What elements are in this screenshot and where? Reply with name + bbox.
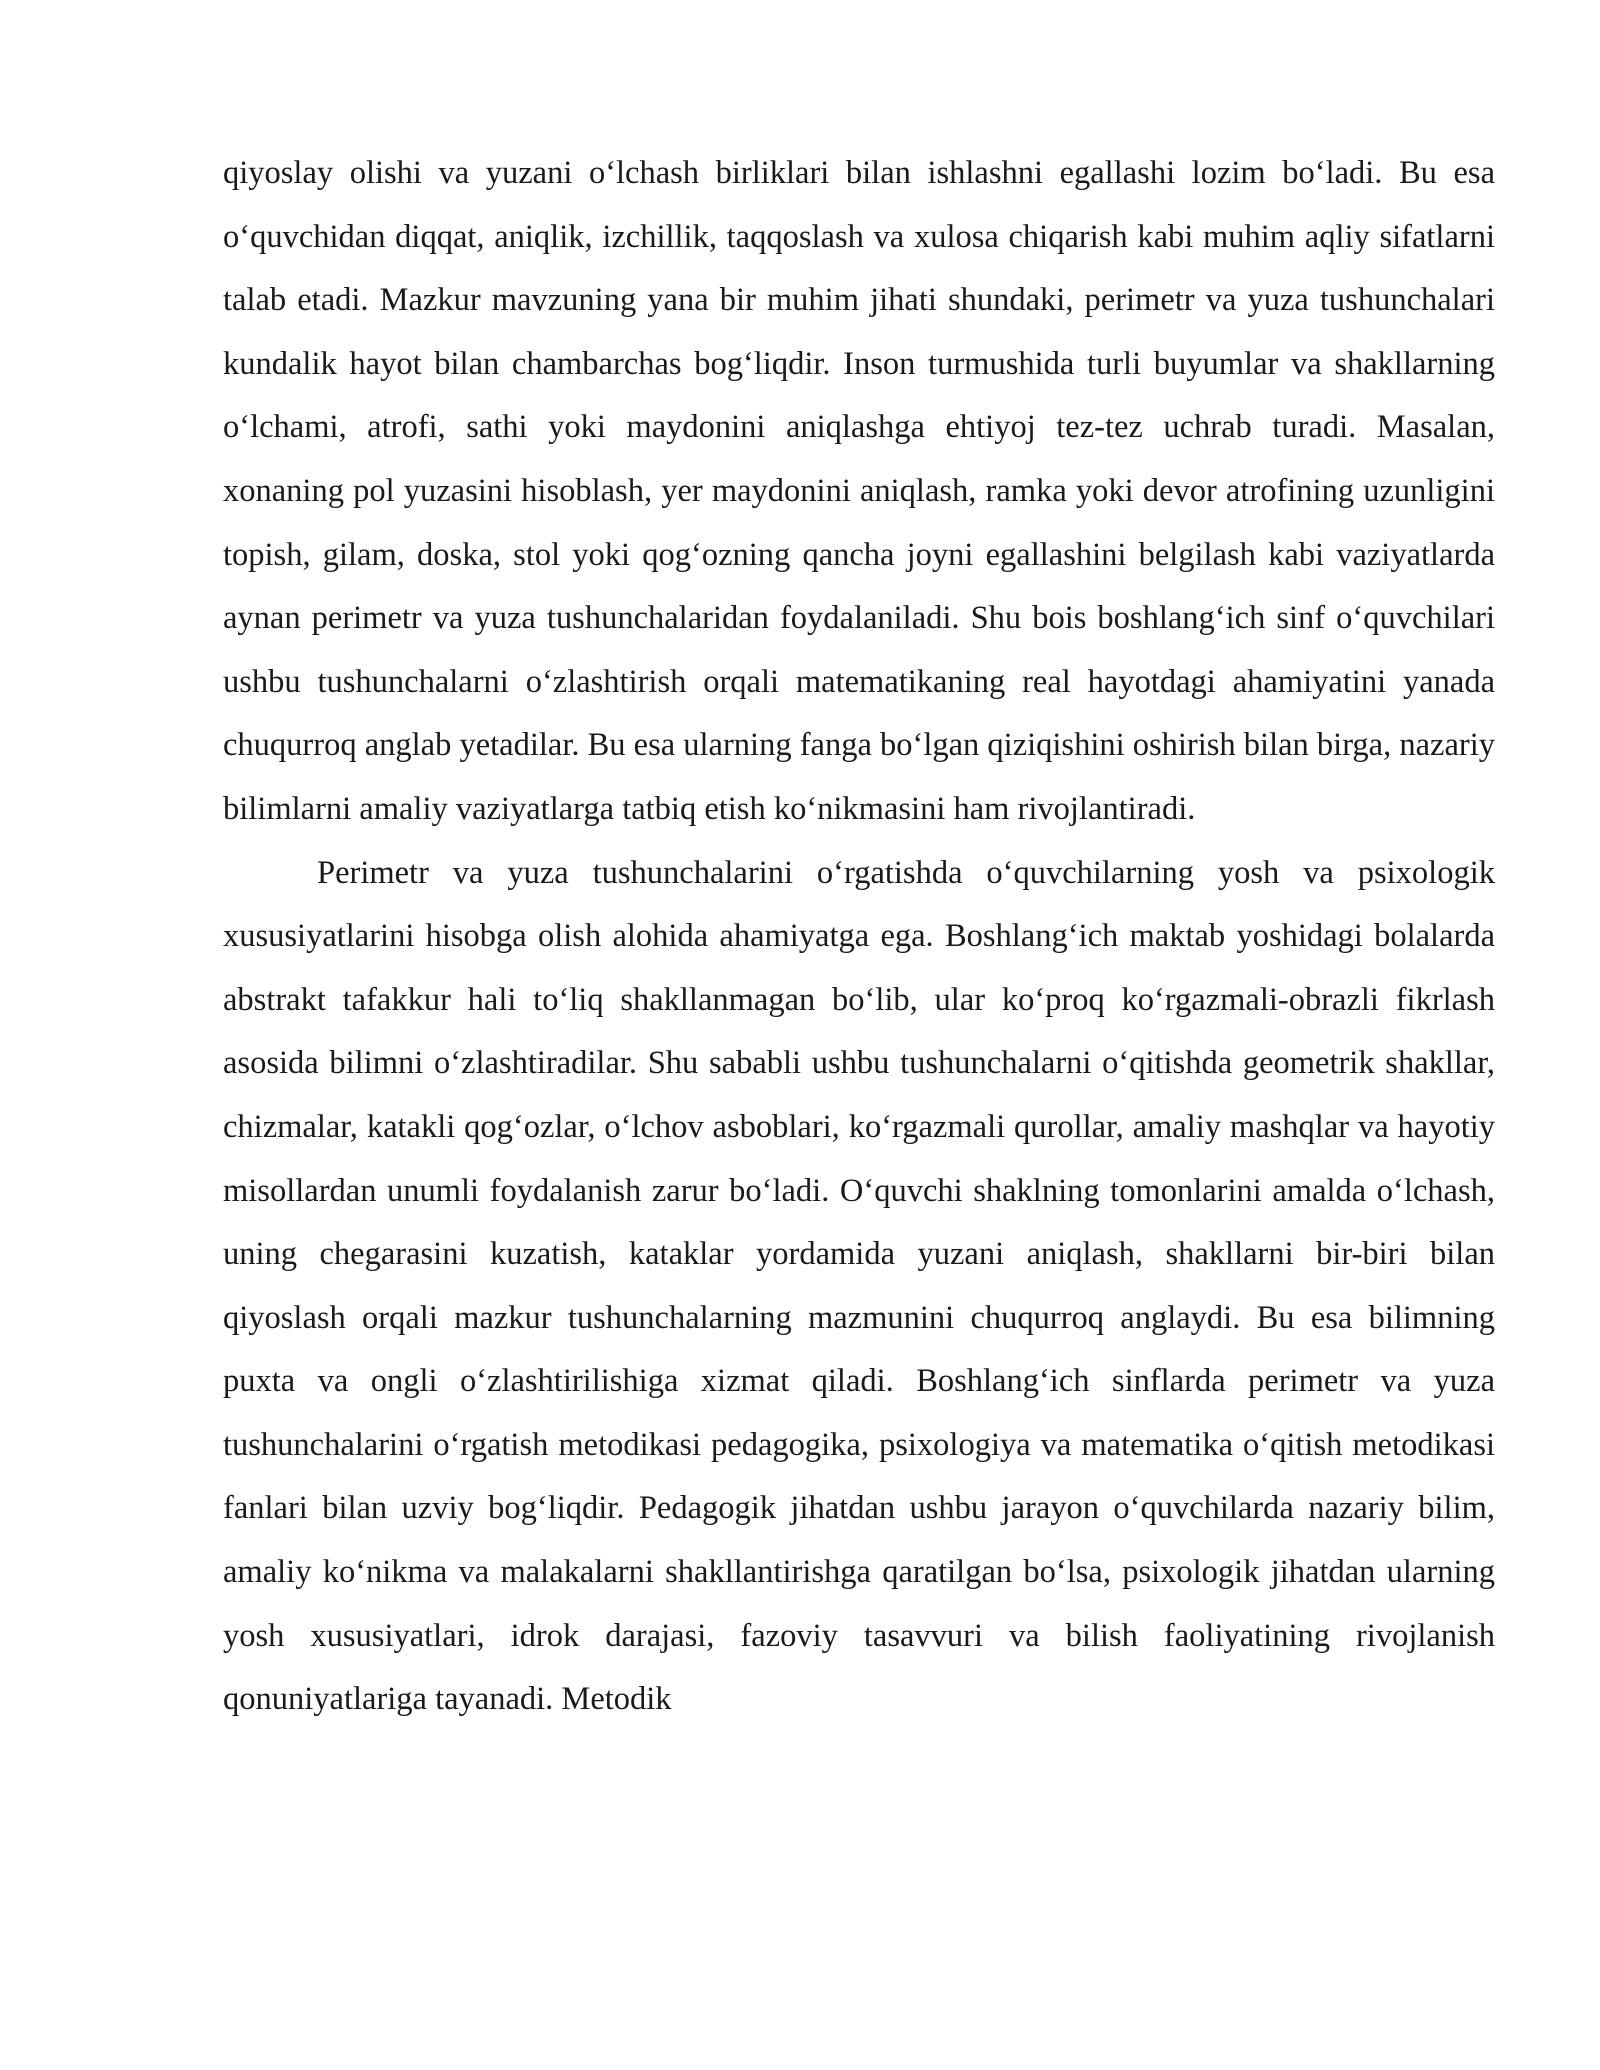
paragraph-2: Perimetr va yuza tushunchalarini oʻrgatishda oʻquvchilarning yosh va psixologik xususiyatlarini hisobga olish alohida ahamiyatga ega. Boshlangʻich maktab yoshidagi bolalarda abstrakt tafakkur hali toʻliq shakllanmagan boʻlib, ular koʻproq koʻrgazmali-obrazli fikrlash asosida bilimni oʻzlashtiradilar. Shu sababli ushbu tushunchalarni oʻqitishda geometrik shakllar, chizmalar, katakli qogʻozlar, oʻlchov asboblari, koʻrgazmali qurollar, amaliy mashqlar va hayotiy misollardan unumli foydalanish zarur boʻladi. Oʻquvchi shaklning tomonlarini amalda oʻlchash, uning chegarasini kuzatish, kataklar yordamida yuzani aniqlash, shakllarni bir-biri bilan qiyoslash orqali mazkur tushunchalarning mazmunini chuqurroq anglaydi. Bu esa bilimning puxta va ongli oʻzlashtirilishiga xizmat qiladi. Boshlangʻich sinflarda perimetr va yuza tushunchalarini oʻrgatish metodikasi pedagogika, psixologiya va matematika oʻqitish metodikasi fanlari bilan uzviy bogʻliqdir. Pedagogik jihatdan ushbu jarayon oʻquvchilarda nazariy bilim, amaliy koʻnikma va malakalarni shakllantirishga qaratilgan boʻlsa, psixologik jihatdan ularning yosh xususiyatlari, idrok darajasi, fazoviy tasavvuri va bilish faoliyatining rivojlanish qonuniyatlariga tayanadi. Metodik xyxy=(223,854,1495,1718)
body-text xyxy=(223,142,1495,1732)
paragraph-1: qiyoslay olishi va yuzani oʻlchash birliklari bilan ishlashni egallashi lozim boʻladi. Bu esa oʻquvchidan diqqat, aniqlik, izchillik, taqqoslash va xulosa chiqarish kabi muhim aqliy sifatlarni talab etadi. Mazkur mavzuning yana bir muhim jihati shundaki, perimetr va yuza tushunchalari kundalik hayot bilan chambarchas bogʻliqdir. Inson turmushida turli buyumlar va shakllarning oʻlchami, atrofi, sathi yoki maydonini aniqlashga ehtiyoj tez-tez uchrab turadi. Masalan, xonaning pol yuzasini hisoblash, yer maydonini aniqlash, ramka yoki devor atrofining uzunligini topish, gilam, doska, stol yoki qogʻozning qancha joyni egallashini belgilash kabi vaziyatlarda aynan perimetr va yuza tushunchalaridan foydalaniladi. Shu bois boshlangʻich sinf oʻquvchilari ushbu tushunchalarni oʻzlashtirish orqali matematikaning real hayotdagi ahamiyatini yanada chuqurroq anglab yetadilar. Bu esa ularning fanga boʻlgan qiziqishini oshirish bilan birga, nazariy bilimlarni amaliy vaziyatlarga tatbiq etish koʻnikmasini ham rivojlantiradi. xyxy=(223,155,1495,827)
